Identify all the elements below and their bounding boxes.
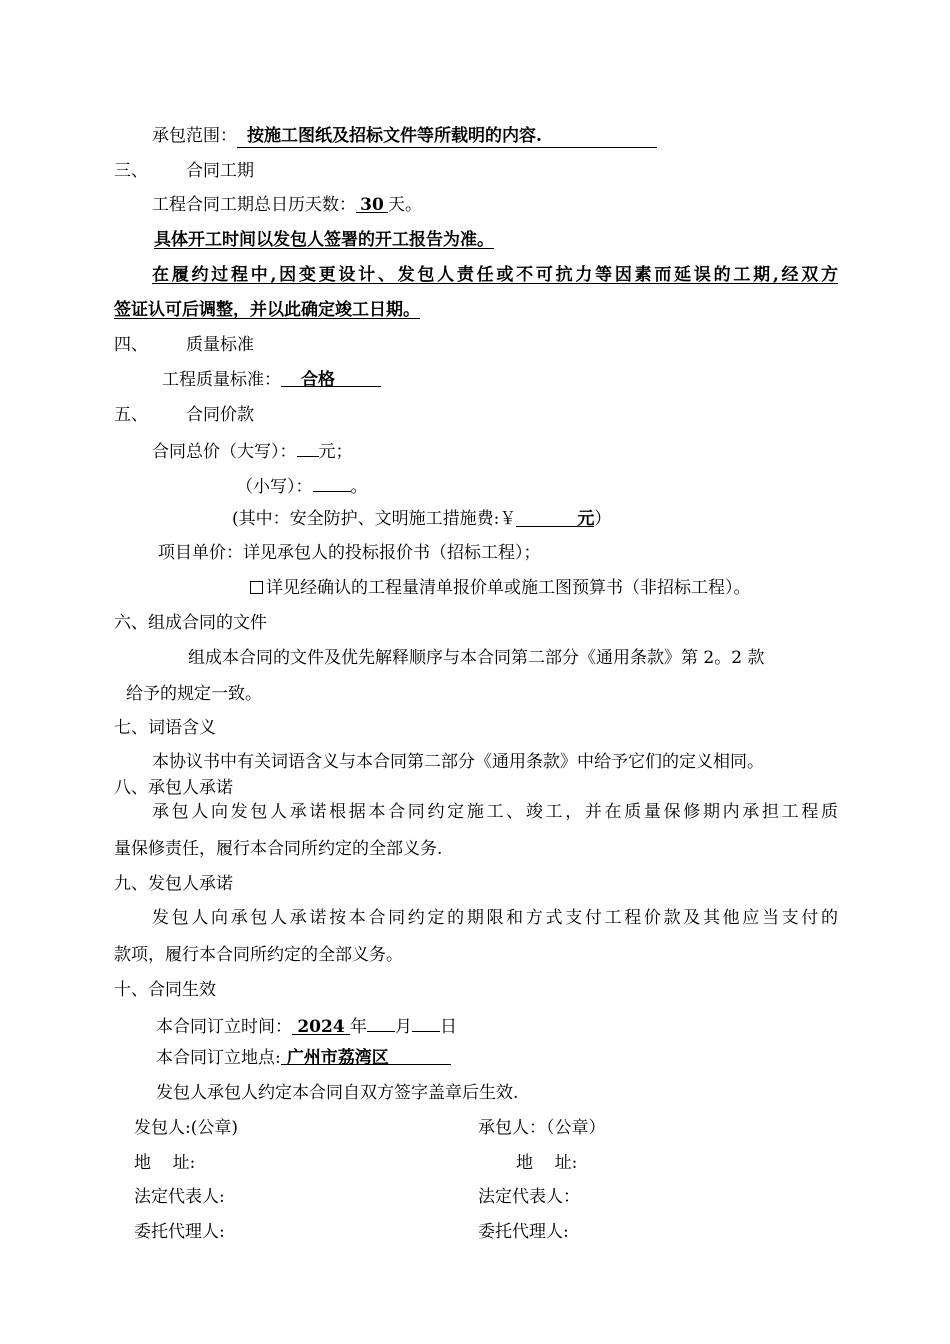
section-9-line-1: 发包人向承包人承诺按本合同约定的期限和方式支付工程价款及其他应当支付的 xyxy=(152,908,838,928)
delay-note-line-1: 在履约过程中,因变更设计、发包人责任或不可抗力等因素而延误的工期,经双方 xyxy=(152,265,838,285)
total-price-upper-label: 合同总价（大写）： xyxy=(152,442,297,462)
section-10-heading: 十、合同生效 xyxy=(114,980,216,1000)
total-price-upper-suffix: 元； xyxy=(318,442,353,462)
safety-fee-label: (其中：安全防护、文明施工措施费:￥ xyxy=(232,509,517,529)
checkbox-icon[interactable] xyxy=(250,581,263,594)
effect-line: 发包人承包人约定本合同自双方签字盖章后生效. xyxy=(156,1083,519,1103)
unit-price-line-1: 项目单价：详见承包人的投标报价书（招标工程）； xyxy=(158,543,541,563)
signing-month-suffix: 月 xyxy=(395,1017,412,1037)
start-date-note: 具体开工时间以发包人签署的开工报告为准。 xyxy=(154,230,494,250)
signing-day-blank xyxy=(412,1013,440,1032)
scope-label: 承包范围： xyxy=(152,126,237,146)
total-price-lower-blank xyxy=(313,473,351,492)
total-price-upper-blank xyxy=(297,438,319,457)
section-3-heading xyxy=(114,160,254,182)
delay-note-line-2: 签证认可后调整，并以此确定竣工日期。 xyxy=(114,300,420,320)
section-6-heading: 六、组成合同的文件 xyxy=(114,613,267,633)
section-4-heading xyxy=(114,334,254,356)
scope-value: 按施工图纸及招标文件等所载明的内容. xyxy=(237,125,657,148)
duration-suffix: 天。 xyxy=(388,195,422,215)
total-price-lower-suffix: 。 xyxy=(350,477,368,497)
safety-fee-unit: 元 xyxy=(516,508,594,527)
section-8-line-2: 量保修责任，履行本合同所约定的全部义务. xyxy=(114,839,443,859)
employer-party: 发包人:(公章) xyxy=(134,1118,238,1138)
signing-date-label: 本合同订立时间： xyxy=(156,1017,292,1037)
signing-place-value: 广州市荔湾区 xyxy=(281,1047,451,1065)
section-8-heading: 八、承包人承诺 xyxy=(114,778,233,798)
section-6-line-2: 给予的规定一致。 xyxy=(126,684,262,704)
total-price-lower-line xyxy=(236,473,368,498)
signing-year-suffix: 年 xyxy=(350,1017,367,1037)
section-3-title: 合同工期 xyxy=(186,161,254,181)
contractor-address: 地 址: xyxy=(516,1153,578,1173)
unit-price-line-2-text: 详见经确认的工程量清单报价单或施工图预算书（非招标工程）。 xyxy=(266,578,751,598)
section-4-title: 质量标准 xyxy=(186,335,254,355)
section-5-title: 合同价款 xyxy=(186,405,254,425)
total-price-lower-label: （小写）： xyxy=(236,477,313,497)
safety-fee-suffix: ） xyxy=(594,509,612,529)
section-3-number: 三、 xyxy=(114,161,148,181)
total-price-upper-line xyxy=(152,438,353,463)
quality-line xyxy=(162,369,381,391)
section-6-line-1: 组成本合同的文件及优先解释顺序与本合同第二部分《通用条款》第 2。2 款 xyxy=(188,648,765,668)
duration-label: 工程合同工期总日历天数： xyxy=(152,195,356,215)
employer-legal-rep: 法定代表人: xyxy=(134,1187,225,1207)
quality-label: 工程质量标准： xyxy=(162,370,281,390)
signing-month-blank xyxy=(367,1013,395,1032)
section-7-heading: 七、词语含义 xyxy=(114,718,216,738)
quality-value: 合格 xyxy=(281,369,381,387)
section-4-number: 四、 xyxy=(114,335,148,355)
section-9-line-2: 款项，履行本合同所约定的全部义务。 xyxy=(114,945,403,965)
contractor-agent: 委托代理人: xyxy=(478,1222,569,1242)
section-5-heading xyxy=(114,404,254,426)
section-8-line-1: 承包人向发包人承诺根据本合同约定施工、竣工，并在质量保修期内承担工程质 xyxy=(152,802,838,822)
section-5-number: 五、 xyxy=(114,405,148,425)
contractor-legal-rep: 法定代表人： xyxy=(478,1187,580,1207)
unit-price-line-2 xyxy=(250,577,751,599)
safety-fee-line xyxy=(232,508,611,530)
contractor-party: 承包人：（公章） xyxy=(478,1118,606,1138)
duration-value: 30 xyxy=(356,194,388,213)
signing-day-suffix: 日 xyxy=(440,1017,457,1037)
scope-line xyxy=(152,125,657,148)
employer-agent: 委托代理人: xyxy=(134,1222,225,1242)
signing-year: 2024 xyxy=(292,1016,350,1035)
section-9-heading: 九、发包人承诺 xyxy=(114,874,233,894)
signing-date-line xyxy=(156,1013,457,1038)
signing-place-label: 本合同订立地点: xyxy=(156,1048,281,1068)
duration-line xyxy=(152,194,422,216)
section-7-line-1: 本协议书中有关词语含义与本合同第二部分《通用条款》中给予它们的定义相同。 xyxy=(152,752,764,772)
employer-address: 地 址: xyxy=(134,1153,196,1173)
signing-place-line xyxy=(156,1047,451,1069)
